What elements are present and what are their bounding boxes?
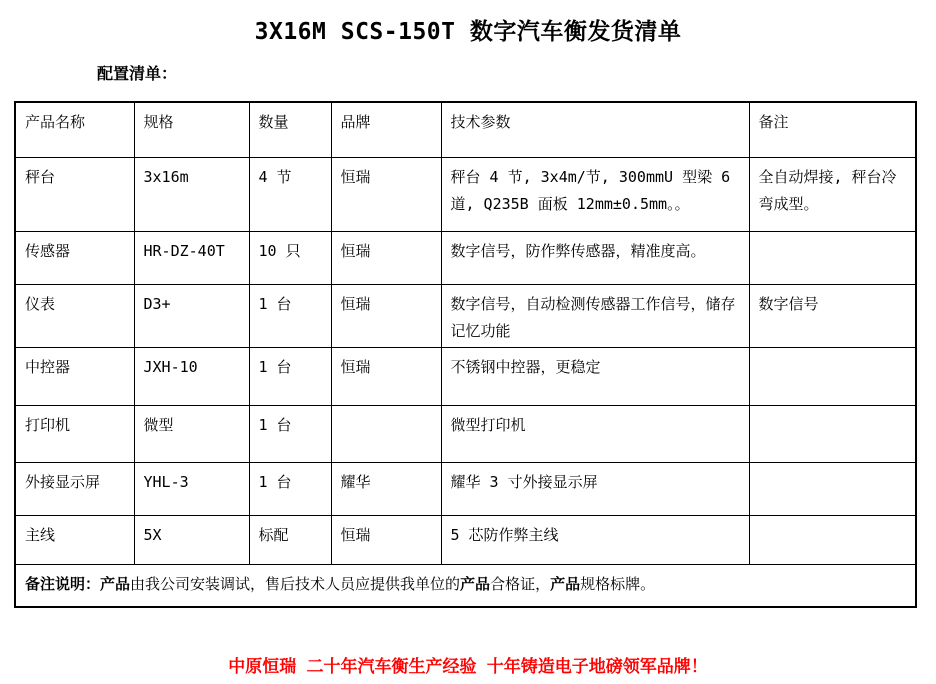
cell-product-name: 秤台 [15,157,134,231]
cell-product-name: 仪表 [15,284,134,347]
table-row [15,405,916,462]
cell-quantity: 1 台 [249,284,331,347]
cell-product-name: 外接显示屏 [15,462,134,515]
cell-specification: JXH-10 [134,347,249,405]
cell-quantity: 1 台 [249,405,331,462]
cell-remarks [749,462,916,515]
header-quantity: 数量 [249,102,331,157]
cell-brand: 耀华 [331,462,441,515]
cell-brand [331,405,441,462]
cell-product-name: 传感器 [15,231,134,284]
brand-slogan: 中原恒瑞 二十年汽车衡生产经验 十年铸造电子地磅领军品牌！ [228,657,708,677]
cell-quantity: 标配 [249,515,331,564]
cell-specification: D3+ [134,284,249,347]
footer-note [15,564,916,607]
cell-technical-params: 耀华 3 寸外接显示屏 [441,462,749,515]
cell-brand: 恒瑞 [331,157,441,231]
cell-quantity: 1 台 [249,347,331,405]
cell-remarks [749,231,916,284]
footer-note-segment: 产品 [460,574,491,593]
table-header-row [15,102,916,157]
table-footer-row [15,564,916,607]
table-row [15,231,916,284]
page-title: 3X16M SCS-150T 数字汽车衡发货清单 [254,19,682,45]
header-brand: 品牌 [331,102,441,157]
cell-product-name: 打印机 [15,405,134,462]
cell-technical-params: 不锈钢中控器，更稳定 [441,347,749,405]
table-row [15,462,916,515]
header-specification: 规格 [134,102,249,157]
cell-specification: YHL-3 [134,462,249,515]
footer-note-segment: 规格标牌。 [580,574,656,593]
cell-remarks [749,405,916,462]
delivery-list-table [14,101,917,608]
cell-remarks [749,515,916,564]
cell-quantity: 4 节 [249,157,331,231]
table-row [15,157,916,231]
cell-specification: HR-DZ-40T [134,231,249,284]
cell-quantity: 1 台 [249,462,331,515]
cell-quantity: 10 只 [249,231,331,284]
cell-brand: 恒瑞 [331,347,441,405]
cell-technical-params: 微型打印机 [441,405,749,462]
cell-remarks [749,347,916,405]
header-product-name: 产品名称 [15,102,134,157]
cell-remarks: 数字信号 [749,284,916,347]
cell-specification: 5X [134,515,249,564]
footer-note-segment: 备注说明： [25,574,101,593]
cell-specification: 微型 [134,405,249,462]
table-row [15,515,916,564]
footer-note-segment: 产品 [550,574,581,593]
cell-technical-params: 数字信号，自动检测传感器工作信号，储存记忆功能 [441,284,749,347]
config-list-label: 配置清单： [97,64,178,83]
footer-note-segment: 产品 [100,574,131,593]
cell-product-name: 中控器 [15,347,134,405]
footer-note-segment: 合格证， [490,574,551,593]
cell-technical-params: 5 芯防作弊主线 [441,515,749,564]
footer-note-segment: 由我公司安装调试，售后技术人员应提供我单位的 [130,574,461,593]
cell-product-name: 主线 [15,515,134,564]
header-remarks: 备注 [749,102,916,157]
header-technical-params: 技术参数 [441,102,749,157]
cell-technical-params: 数字信号，防作弊传感器，精准度高。 [441,231,749,284]
cell-technical-params: 秤台 4 节, 3x4m/节, 300mmU 型梁 6 道, Q235B 面板 12mm±0.5mm。。 [441,157,749,231]
table-row [15,347,916,405]
cell-specification: 3x16m [134,157,249,231]
cell-remarks: 全自动焊接, 秤台冷弯成型。 [749,157,916,231]
table-row [15,284,916,347]
cell-brand: 恒瑞 [331,515,441,564]
cell-brand: 恒瑞 [331,231,441,284]
cell-brand: 恒瑞 [331,284,441,347]
